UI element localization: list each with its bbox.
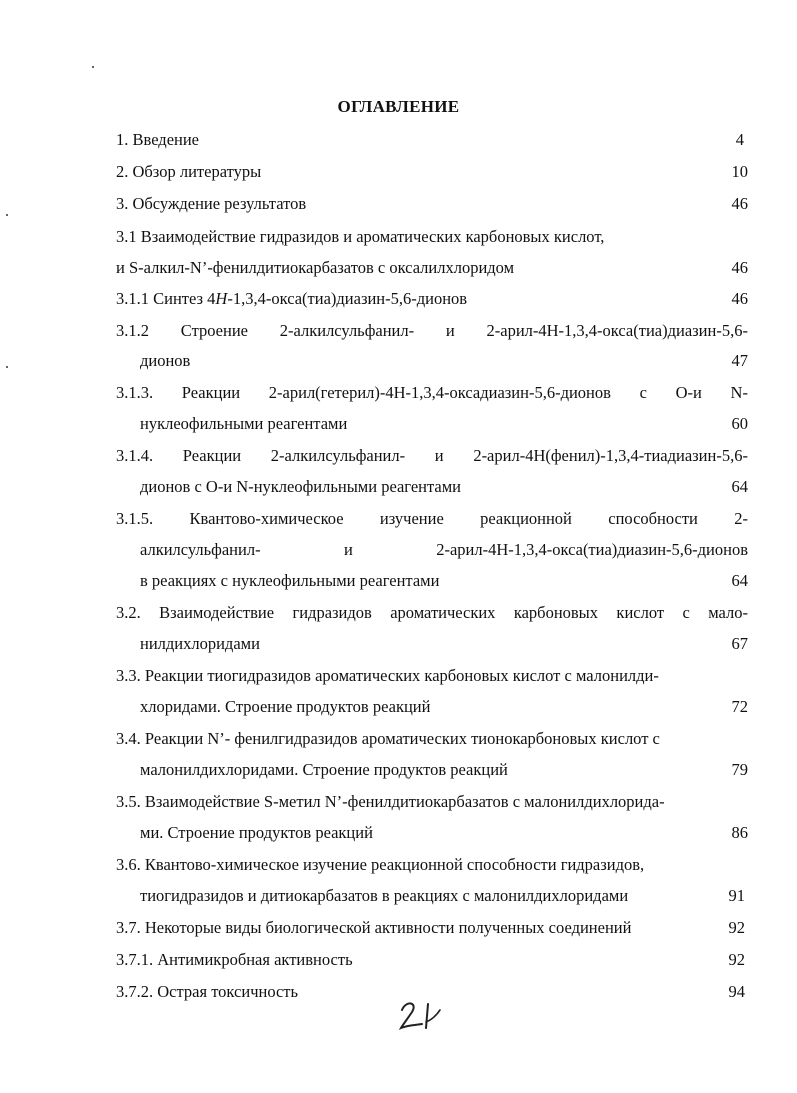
- toc-entry-word: и: [445, 321, 455, 340]
- toc-entry-title: 3.4. Реакции N’- фенилгидразидов ароматических тионокарбоновых кислот с: [116, 729, 660, 748]
- toc-entry-page: 10: [731, 162, 748, 181]
- toc-entry: [116, 791, 748, 813]
- toc-entry-word: ароматических: [390, 603, 496, 622]
- toc-entry-word: N-: [730, 383, 748, 402]
- toc-entry-title: 3.7. Некоторые виды биологической активности полученных соединений: [116, 918, 632, 937]
- toc-entry-word: реакционной: [480, 509, 572, 528]
- toc-entry-page: 46: [731, 289, 748, 308]
- toc-entry-word: кислот: [616, 603, 665, 622]
- toc-entry-title: хлоридами. Строение продуктов реакций: [140, 697, 431, 716]
- toc-entry-title: тиогидразидов и дитиокарбазатов в реакциях с малонилдихлоридами: [140, 886, 629, 905]
- toc-entry-page: 79: [731, 760, 748, 779]
- toc-entry: [116, 288, 748, 310]
- toc-entry-title: 3.7.1. Антимикробная активность: [116, 950, 353, 969]
- toc-entry-page: 72: [731, 697, 748, 716]
- toc-entry-word: изучение: [379, 509, 444, 528]
- toc-entry: [140, 696, 748, 718]
- toc-entry-title: 3.1.1 Синтез 4H-1,3,4-окса(тиа)диазин-5,6-дионов: [116, 289, 468, 308]
- toc-entry-title: дионов с O-и N-нуклеофильными реагентами: [140, 477, 462, 496]
- toc-entry-title: 3.7.2. Острая токсичность: [116, 982, 299, 1001]
- page-title: ОГЛАВЛЕНИЕ: [337, 97, 460, 116]
- toc-entry-word: 2-алкилсульфанил-: [279, 321, 415, 340]
- toc-entry-word: мало-: [708, 603, 748, 622]
- toc-entry: [116, 949, 745, 971]
- toc-entry: [116, 602, 748, 624]
- toc-entry-title: 3.5. Взаимодействие S-метил N’-фенилдитиокарбазатов с малонилдихлорида-: [116, 792, 665, 811]
- toc-entry-title: 3.1 Взаимодействие гидразидов и ароматических карбоновых кислот,: [116, 227, 605, 246]
- toc-entry: [116, 226, 748, 248]
- toc-entry: [116, 728, 748, 750]
- toc-entry-title: ми. Строение продуктов реакций: [140, 823, 373, 842]
- toc-entry: [140, 413, 748, 435]
- toc-entry-word: Взаимодействие: [159, 603, 275, 622]
- toc-entry: [140, 570, 748, 592]
- toc-entry: [116, 129, 744, 151]
- scan-mark: [6, 214, 8, 216]
- toc-entry-word: 2-арил(гетерил)-4H-1,3,4-оксадиазин-5,6-дионов: [268, 383, 611, 402]
- toc-entry-word: Реакции: [182, 446, 242, 465]
- toc-entry: [140, 350, 748, 372]
- toc-entry-title: в реакциях с нуклеофильными реагентами: [140, 571, 440, 590]
- toc-entry: [140, 885, 745, 907]
- toc-entry: [116, 320, 748, 342]
- toc-entry-page: 92: [728, 918, 745, 937]
- toc-entry: [116, 445, 748, 467]
- toc-entry-page: 60: [731, 414, 748, 433]
- toc-entry-page: 91: [728, 886, 745, 905]
- toc-entry-page: 64: [731, 571, 748, 590]
- toc-entry-word: карбоновых: [513, 603, 599, 622]
- toc-entry: [140, 633, 748, 655]
- toc-entry: [116, 161, 748, 183]
- toc-entry-title: дионов: [140, 351, 191, 370]
- toc-entry: [116, 508, 748, 530]
- toc-entry: [116, 193, 748, 215]
- toc-entry-title: нилдихлоридами: [140, 634, 260, 653]
- toc-entry-page: 4: [735, 130, 744, 149]
- toc-entry-title: малонилдихлоридами. Строение продуктов реакций: [140, 760, 508, 779]
- toc-entry-word: Реакции: [181, 383, 241, 402]
- toc-entry-title: 2. Обзор литературы: [116, 162, 262, 181]
- toc-entry: [116, 665, 748, 687]
- toc-entry: [116, 257, 748, 279]
- toc-entry-word: и: [343, 540, 353, 559]
- toc-entry-page: 92: [728, 950, 745, 969]
- toc-entry-page: 67: [731, 634, 748, 653]
- toc-entry: [140, 539, 748, 561]
- toc-entry-word: с: [682, 603, 690, 622]
- toc-entry-word: и: [434, 446, 444, 465]
- toc-entry-title: и S-алкил-N’-фенилдитиокарбазатов с оксалилхлоридом: [116, 258, 515, 277]
- toc-entry-page: 94: [728, 982, 745, 1001]
- toc-entry-title: 1. Введение: [116, 130, 200, 149]
- toc-entry-title: 3.3. Реакции тиогидразидов ароматических карбоновых кислот с малонилди-: [116, 666, 659, 685]
- toc-entry-word: 2-: [734, 509, 748, 528]
- toc-entry-page: 46: [731, 258, 748, 277]
- toc-entry: [140, 476, 748, 498]
- toc-entry: [116, 382, 748, 404]
- toc-entry-page: 64: [731, 477, 748, 496]
- toc-entry-word: 3.1.4.: [116, 446, 154, 465]
- toc-entry-word: 2-алкилсульфанил-: [270, 446, 406, 465]
- toc-entry-page: 47: [731, 351, 748, 370]
- toc-entry-word: с: [639, 383, 647, 402]
- toc-entry-word: O-и: [675, 383, 702, 402]
- toc-entry-word: 2-арил-4H(фенил)-1,3,4-тиадиазин-5,6-: [473, 446, 748, 465]
- toc-entry-word: 3.1.5.: [116, 509, 154, 528]
- toc-entry: [116, 917, 745, 939]
- toc-entry-page: 46: [731, 194, 748, 213]
- toc-entry-word: Квантово-химическое: [189, 509, 344, 528]
- toc-entry-title: 3.6. Квантово-химическое изучение реакционной способности гидразидов,: [116, 855, 645, 874]
- toc-entry-word: 2-арил-4H-1,3,4-окса(тиа)диазин-5,6-: [486, 321, 748, 340]
- toc-entry: [140, 822, 748, 844]
- toc-entry-page: 86: [731, 823, 748, 842]
- toc-entry-word: 3.1.3.: [116, 383, 154, 402]
- toc-entry-word: 3.1.2: [116, 321, 149, 340]
- toc-entry-word: способности: [608, 509, 698, 528]
- scan-mark: [6, 366, 8, 368]
- toc-entry-title: 3. Обсуждение результатов: [116, 194, 307, 213]
- toc-entry-word: 2-арил-4H-1,3,4-окса(тиа)диазин-5,6-дионов: [436, 540, 748, 559]
- toc-entry-title: нуклеофильными реагентами: [140, 414, 348, 433]
- scan-mark: [92, 66, 94, 68]
- toc-entry-word: алкилсульфанил-: [140, 540, 261, 559]
- toc-entry-word: гидразидов: [292, 603, 372, 622]
- toc-entry-word: 3.2.: [116, 603, 141, 622]
- toc-entry: [140, 759, 748, 781]
- toc-entry-word: Строение: [180, 321, 248, 340]
- toc-entry: [116, 854, 748, 876]
- handwritten-signature-icon: [398, 998, 446, 1034]
